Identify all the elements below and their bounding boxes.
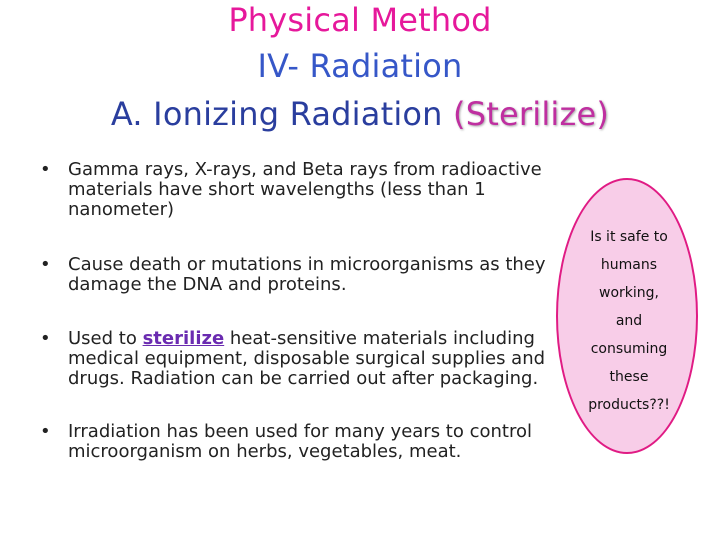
title-line-1: Physical Method: [228, 1, 492, 39]
callout-line: and: [615, 313, 643, 329]
callout-line: working,: [599, 285, 659, 301]
bullet-text: Irradiation has been used for many years to control microorganism on herbs, vegetables, meat.: [68, 421, 532, 462]
callout-text: [558, 223, 700, 419]
callout-line: humans: [600, 257, 658, 273]
title-line-3-prefix: A. Ionizing Radiation: [110, 95, 454, 133]
bullet-text: [68, 329, 550, 389]
bullet-item: [40, 329, 550, 389]
bullet-item: [40, 422, 550, 462]
bullet-text: Cause death or mutations in microorganisms as they damage the DNA and proteins.: [68, 254, 546, 295]
title-sterilize-highlight: (Sterilize): [453, 95, 610, 133]
bullet-text: Gamma rays, X-rays, and Beta rays from radioactive materials have short wavelengths (less than 1 nanometer): [68, 159, 542, 220]
title-line-3: [0, 94, 720, 134]
bullet-dot: •: [40, 328, 51, 349]
callout-line: consuming: [590, 341, 668, 357]
bullet-text-suffix: heat-sensitive materials including medical equipment, disposable surgical supplies and drugs. Radiation can be carried out after packaging.: [68, 328, 546, 389]
keyword-sterilize: sterilize: [142, 328, 225, 349]
bullet-dot: •: [40, 159, 51, 180]
callout-line: Is it safe to: [590, 229, 668, 245]
bullet-item: [40, 255, 550, 295]
callout-line: these: [609, 369, 649, 385]
bullet-item: [40, 160, 550, 220]
bullet-text-prefix: Used to: [68, 328, 143, 349]
title-line-2: IV- Radiation: [257, 47, 463, 85]
safety-question-callout: [556, 178, 698, 454]
bullet-dot: •: [40, 254, 51, 275]
bullet-dot: •: [40, 421, 51, 442]
callout-line: products??!: [588, 397, 670, 413]
